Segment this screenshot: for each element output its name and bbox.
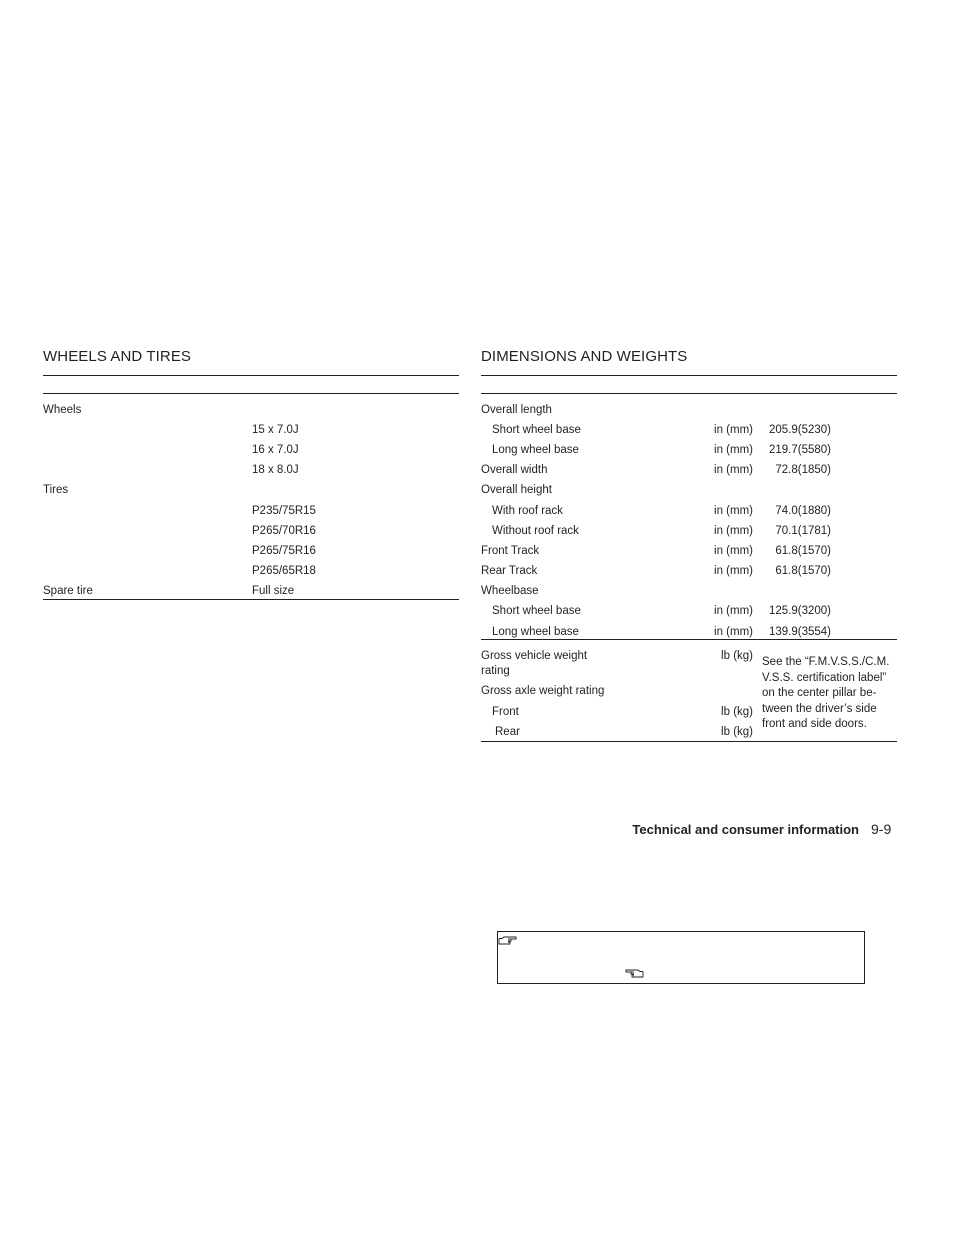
hand-pointing-right-icon[interactable]: [498, 934, 518, 952]
wheels-row-value: 16 x 7.0J: [252, 444, 299, 456]
wheels-title-rule: [43, 375, 459, 376]
gvwr-unit: lb (kg): [721, 650, 753, 662]
dimension-label: Short wheel base: [492, 424, 581, 436]
wheels-row-value: 18 x 8.0J: [252, 464, 299, 476]
dimension-value: 125.9(3200): [768, 605, 831, 617]
weights-table-bottom-rule: [481, 741, 897, 742]
dimension-unit: in (mm): [714, 605, 753, 617]
spare-tire-value: Full size: [252, 585, 295, 597]
dimension-label: Overall height: [481, 484, 552, 496]
dimension-unit: in (mm): [714, 464, 753, 476]
dimension-value: 205.9(5230): [768, 424, 831, 436]
gawr-label: Gross axle weight rating: [481, 685, 605, 697]
gawr-front-unit: lb (kg): [721, 706, 753, 718]
dimensions-weights-title: DIMENSIONS AND WEIGHTS: [481, 348, 688, 365]
gawr-rear-unit: lb (kg): [721, 726, 753, 738]
wheels-row-label: Wheels: [43, 404, 82, 416]
gvwr-label-line1: Gross vehicle weight: [481, 650, 588, 662]
dimension-label: Without roof rack: [492, 525, 579, 537]
dimension-value: 61.8(1570): [775, 565, 831, 577]
dimension-label: Front Track: [481, 545, 540, 557]
dimension-unit: in (mm): [714, 626, 753, 638]
footer-page-number: 9-9: [871, 821, 892, 837]
dimension-value: 74.0(1880): [775, 505, 831, 517]
wheels-row-value: 15 x 7.0J: [252, 424, 299, 436]
tires-row-value: P265/65R18: [252, 565, 316, 577]
wheels-tires-title: WHEELS AND TIRES: [43, 348, 192, 365]
dimension-value: 139.9(3554): [768, 626, 831, 638]
dimension-label: Long wheel base: [492, 444, 579, 456]
dimension-unit: in (mm): [714, 545, 753, 557]
dimensions-weights-divider: [481, 639, 897, 640]
dimension-unit: in (mm): [714, 525, 753, 537]
hand-pointing-left-icon[interactable]: [624, 967, 644, 985]
spare-tire-label: Spare tire: [43, 585, 93, 597]
dimension-label: Short wheel base: [492, 605, 581, 617]
tires-row-value: P235/75R15: [252, 505, 316, 517]
dimensions-table-top-rule: [481, 393, 897, 394]
dimension-unit: in (mm): [714, 444, 753, 456]
dimension-label: With roof rack: [492, 505, 563, 517]
gawr-front-label: Front: [492, 706, 519, 718]
dimension-value: 70.1(1781): [775, 525, 831, 537]
wheels-table-bottom-rule: [43, 599, 459, 600]
gawr-rear-label: Rear: [495, 726, 520, 738]
wheels-table-top-rule: [43, 393, 459, 394]
dimension-value: 219.7(5580): [768, 444, 831, 456]
dimension-unit: in (mm): [714, 565, 753, 577]
dimension-value: 72.8(1850): [775, 464, 831, 476]
dimension-label: Rear Track: [481, 565, 538, 577]
dimension-unit: in (mm): [714, 505, 753, 517]
dimensions-title-rule: [481, 375, 897, 376]
dimension-label: Long wheel base: [492, 626, 579, 638]
dimension-unit: in (mm): [714, 424, 753, 436]
dimension-label: Overall width: [481, 464, 548, 476]
certification-label-note: See the “F.M.V.S.S./C.M. V.S.S. certification label” on the center pillar be- tween the driver’s side front and side doors.: [762, 656, 890, 731]
tires-row-label: Tires: [43, 484, 69, 496]
tires-row-value: P265/70R16: [252, 525, 316, 537]
dimension-label: Wheelbase: [481, 585, 539, 597]
navigation-box: [497, 931, 865, 984]
dimension-label: Overall length: [481, 404, 552, 416]
footer-section-title: Technical and consumer information: [632, 822, 859, 837]
gvwr-label-line2: rating: [481, 665, 510, 677]
tires-row-value: P265/75R16: [252, 545, 316, 557]
dimension-value: 61.8(1570): [775, 545, 831, 557]
